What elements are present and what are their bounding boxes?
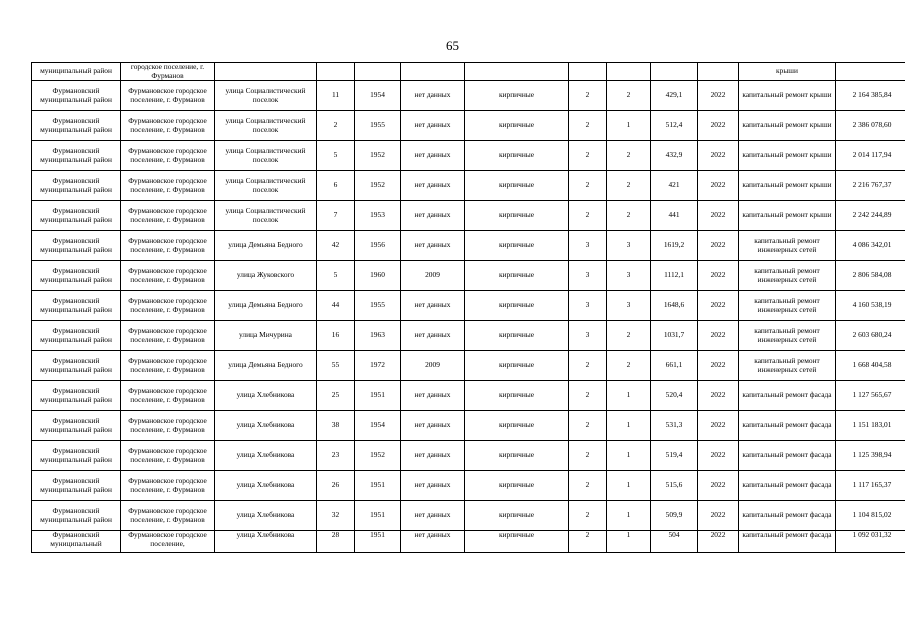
house-number-cell: 38: [317, 411, 355, 441]
last-repair-cell: нет данных: [401, 201, 465, 231]
work-type-cell: капитальный ремонт инженерных сетей: [739, 261, 836, 291]
floors-cell: 2: [569, 81, 607, 111]
build-year-cell: 1952: [355, 171, 401, 201]
district-cell: Фурмановский муниципальный район: [32, 381, 121, 411]
work-type-cell: капитальный ремонт фасада: [739, 531, 836, 553]
street-cell: улица Социалистический поселок: [215, 171, 317, 201]
cost-cell: 2 216 767,37: [836, 171, 905, 201]
settlement-cell: городское поселение, г. Фурманов: [121, 63, 215, 81]
build-year-cell: 1955: [355, 111, 401, 141]
table-row: [32, 231, 905, 261]
area-cell: 520,4: [651, 381, 698, 411]
floors-cell: 2: [569, 381, 607, 411]
district-cell: Фурмановский муниципальный район: [32, 291, 121, 321]
last-repair-cell: нет данных: [401, 171, 465, 201]
settlement-cell: Фурмановское городское поселение, г. Фурманов: [121, 441, 215, 471]
work-cell: крыши: [739, 63, 836, 81]
floors-cell: 2: [569, 141, 607, 171]
district-cell: Фурмановский муниципальный район: [32, 171, 121, 201]
floors-cell: 2: [569, 441, 607, 471]
house-number-cell: 7: [317, 201, 355, 231]
house-number-cell: 26: [317, 471, 355, 501]
wall-material-cell: кирпичные: [465, 471, 569, 501]
floors-cell: 3: [569, 321, 607, 351]
street-cell: улица Жуковского: [215, 261, 317, 291]
house-number-cell: 44: [317, 291, 355, 321]
table-row: [32, 351, 905, 381]
build-year-cell: 1952: [355, 441, 401, 471]
last-repair-cell: 2009: [401, 261, 465, 291]
entrances-cell: 1: [607, 471, 651, 501]
plan-year-cell: 2022: [698, 321, 739, 351]
street-cell: улица Демьяна Бедного: [215, 351, 317, 381]
last-repair-cell: нет данных: [401, 531, 465, 553]
floors-cell: 2: [569, 411, 607, 441]
settlement-cell: Фурмановское городское поселение, г. Фурманов: [121, 171, 215, 201]
table-row: [32, 261, 905, 291]
plan-year-cell: 2022: [698, 381, 739, 411]
settlement-cell: Фурмановское городское поселение, г. Фурманов: [121, 201, 215, 231]
work-type-cell: капитальный ремонт фасада: [739, 441, 836, 471]
table-row: [32, 471, 905, 501]
entrances-cell: 3: [607, 261, 651, 291]
wall-material-cell: кирпичные: [465, 81, 569, 111]
cost-cell: 1 092 031,32: [836, 531, 905, 553]
table-row-continued: [32, 63, 905, 81]
area-cell: 504: [651, 531, 698, 553]
wall-material-cell: кирпичные: [465, 411, 569, 441]
work-type-cell: капитальный ремонт инженерных сетей: [739, 351, 836, 381]
entrances-cell: 2: [607, 141, 651, 171]
entrances-cell: 3: [607, 231, 651, 261]
street-cell: улица Хлебникова: [215, 531, 317, 553]
settlement-cell: Фурмановское городское поселение, г. Фурманов: [121, 291, 215, 321]
district-cell: Фурмановский муниципальный: [32, 531, 121, 553]
last-repair-cell: нет данных: [401, 501, 465, 531]
district-cell: Фурмановский муниципальный район: [32, 141, 121, 171]
street-cell: улица Хлебникова: [215, 471, 317, 501]
wall-material-cell: кирпичные: [465, 261, 569, 291]
entrances-cell: 1: [607, 111, 651, 141]
cost-cell: 1 127 565,67: [836, 381, 905, 411]
entrances-cell: 1: [607, 501, 651, 531]
house-number-cell: 42: [317, 231, 355, 261]
settlement-cell: Фурмановское городское поселение, г. Фурманов: [121, 111, 215, 141]
street-cell: улица Демьяна Бедного: [215, 291, 317, 321]
last-repair-cell: нет данных: [401, 471, 465, 501]
settlement-cell: Фурмановское городское поселение, г. Фурманов: [121, 81, 215, 111]
last-repair-cell: нет данных: [401, 381, 465, 411]
settlement-cell: Фурмановское городское поселение, г. Фурманов: [121, 321, 215, 351]
area-cell: 432,9: [651, 141, 698, 171]
plan-year-cell: 2022: [698, 261, 739, 291]
table-row: [32, 441, 905, 471]
table-row: [32, 111, 905, 141]
district-cell: Фурмановский муниципальный район: [32, 111, 121, 141]
street-cell: улица Социалистический поселок: [215, 201, 317, 231]
last-repair-cell: 2009: [401, 351, 465, 381]
district-cell: Фурмановский муниципальный район: [32, 261, 121, 291]
work-type-cell: капитальный ремонт крыши: [739, 141, 836, 171]
cost-cell: 1 668 404,58: [836, 351, 905, 381]
cost-cell: 1 104 815,02: [836, 501, 905, 531]
plan-year-cell: 2022: [698, 111, 739, 141]
build-year-cell: 1954: [355, 81, 401, 111]
wall-material-cell: кирпичные: [465, 441, 569, 471]
floors-cell: 2: [569, 171, 607, 201]
wall-material-cell: кирпичные: [465, 321, 569, 351]
wall-material-cell: кирпичные: [465, 171, 569, 201]
entrances-cell: 1: [607, 381, 651, 411]
last-repair-cell: нет данных: [401, 81, 465, 111]
build-year-cell: 1951: [355, 531, 401, 553]
district-cell: Фурмановский муниципальный район: [32, 321, 121, 351]
plan-year-cell: 2022: [698, 291, 739, 321]
district-cell: Фурмановский муниципальный район: [32, 411, 121, 441]
plan-year-cell: 2022: [698, 441, 739, 471]
area-cell: 519,4: [651, 441, 698, 471]
build-year-cell: 1972: [355, 351, 401, 381]
wall-material-cell: кирпичные: [465, 141, 569, 171]
plan-year-cell: 2022: [698, 531, 739, 553]
wall-material-cell: кирпичные: [465, 531, 569, 553]
last-repair-cell: нет данных: [401, 321, 465, 351]
house-number-cell: 2: [317, 111, 355, 141]
floors-cell: 2: [569, 501, 607, 531]
last-repair-cell: нет данных: [401, 231, 465, 261]
cost-cell: 2 603 680,24: [836, 321, 905, 351]
house-number-cell: 23: [317, 441, 355, 471]
entrances-cell: 2: [607, 81, 651, 111]
settlement-cell: Фурмановское городское поселение, г. Фурманов: [121, 141, 215, 171]
area-cell: 441: [651, 201, 698, 231]
cost-cell: 1 117 165,37: [836, 471, 905, 501]
street-cell: улица Социалистический поселок: [215, 111, 317, 141]
build-year-cell: 1963: [355, 321, 401, 351]
area-cell: 515,6: [651, 471, 698, 501]
street-cell: улица Демьяна Бедного: [215, 231, 317, 261]
entrances-cell: 3: [607, 291, 651, 321]
work-type-cell: капитальный ремонт фасада: [739, 471, 836, 501]
area-cell: 421: [651, 171, 698, 201]
plan-year-cell: 2022: [698, 231, 739, 261]
work-type-cell: капитальный ремонт инженерных сетей: [739, 321, 836, 351]
last-repair-cell: нет данных: [401, 291, 465, 321]
settlement-cell: Фурмановское городское поселение, г. Фурманов: [121, 351, 215, 381]
street-cell: улица Хлебникова: [215, 501, 317, 531]
area-cell: 661,1: [651, 351, 698, 381]
wall-material-cell: кирпичные: [465, 381, 569, 411]
floors-cell: 2: [569, 351, 607, 381]
wall-material-cell: кирпичные: [465, 231, 569, 261]
wall-material-cell: кирпичные: [465, 351, 569, 381]
district-cell: Фурмановский муниципальный район: [32, 201, 121, 231]
page-number: 65: [446, 38, 459, 53]
table-row: [32, 531, 905, 553]
table-row: [32, 141, 905, 171]
build-year-cell: 1954: [355, 411, 401, 441]
plan-year-cell: 2022: [698, 501, 739, 531]
area-cell: 512,4: [651, 111, 698, 141]
area-cell: 531,3: [651, 411, 698, 441]
table-row: [32, 501, 905, 531]
house-number-cell: 32: [317, 501, 355, 531]
cost-cell: 2 014 117,94: [836, 141, 905, 171]
house-number-cell: 55: [317, 351, 355, 381]
district-cell: Фурмановский муниципальный район: [32, 231, 121, 261]
house-number-cell: 5: [317, 141, 355, 171]
house-number-cell: 11: [317, 81, 355, 111]
build-year-cell: 1953: [355, 201, 401, 231]
table-row: [32, 201, 905, 231]
build-year-cell: 1951: [355, 381, 401, 411]
cost-cell: 1 151 183,01: [836, 411, 905, 441]
work-type-cell: капитальный ремонт фасада: [739, 381, 836, 411]
area-cell: 1112,1: [651, 261, 698, 291]
work-type-cell: капитальный ремонт крыши: [739, 111, 836, 141]
district-cell: муниципальный район: [32, 63, 121, 81]
housing-repair-table: [31, 62, 905, 553]
street-cell: улица Мичурина: [215, 321, 317, 351]
settlement-cell: Фурмановское городское поселение,: [121, 531, 215, 553]
entrances-cell: 1: [607, 411, 651, 441]
work-type-cell: капитальный ремонт крыши: [739, 171, 836, 201]
area-cell: 429,1: [651, 81, 698, 111]
district-cell: Фурмановский муниципальный район: [32, 501, 121, 531]
floors-cell: 3: [569, 291, 607, 321]
house-number-cell: 16: [317, 321, 355, 351]
table-row: [32, 171, 905, 201]
street-cell: улица Хлебникова: [215, 441, 317, 471]
house-number-cell: 28: [317, 531, 355, 553]
plan-year-cell: 2022: [698, 171, 739, 201]
house-number-cell: 25: [317, 381, 355, 411]
entrances-cell: 2: [607, 171, 651, 201]
entrances-cell: 2: [607, 321, 651, 351]
plan-year-cell: 2022: [698, 351, 739, 381]
last-repair-cell: нет данных: [401, 411, 465, 441]
area-cell: 1648,6: [651, 291, 698, 321]
area-cell: 1031,7: [651, 321, 698, 351]
build-year-cell: 1960: [355, 261, 401, 291]
plan-year-cell: 2022: [698, 411, 739, 441]
plan-year-cell: 2022: [698, 81, 739, 111]
work-type-cell: капитальный ремонт инженерных сетей: [739, 231, 836, 261]
entrances-cell: 1: [607, 531, 651, 553]
district-cell: Фурмановский муниципальный район: [32, 81, 121, 111]
settlement-cell: Фурмановское городское поселение, г. Фурманов: [121, 471, 215, 501]
table-row: [32, 291, 905, 321]
cost-cell: 2 164 385,84: [836, 81, 905, 111]
house-number-cell: 6: [317, 171, 355, 201]
house-number-cell: 5: [317, 261, 355, 291]
last-repair-cell: нет данных: [401, 441, 465, 471]
work-type-cell: капитальный ремонт крыши: [739, 201, 836, 231]
cost-cell: 4 086 342,01: [836, 231, 905, 261]
floors-cell: 3: [569, 261, 607, 291]
plan-year-cell: 2022: [698, 141, 739, 171]
district-cell: Фурмановский муниципальный район: [32, 351, 121, 381]
plan-year-cell: 2022: [698, 471, 739, 501]
table-row: [32, 81, 905, 111]
entrances-cell: 1: [607, 441, 651, 471]
district-cell: Фурмановский муниципальный район: [32, 441, 121, 471]
work-type-cell: капитальный ремонт фасада: [739, 411, 836, 441]
entrances-cell: 2: [607, 351, 651, 381]
table-row: [32, 381, 905, 411]
entrances-cell: 2: [607, 201, 651, 231]
build-year-cell: 1952: [355, 141, 401, 171]
cost-cell: 2 386 078,60: [836, 111, 905, 141]
work-type-cell: капитальный ремонт фасада: [739, 501, 836, 531]
settlement-cell: Фурмановское городское поселение, г. Фурманов: [121, 261, 215, 291]
street-cell: улица Социалистический поселок: [215, 141, 317, 171]
street-cell: улица Социалистический поселок: [215, 81, 317, 111]
settlement-cell: Фурмановское городское поселение, г. Фурманов: [121, 231, 215, 261]
area-cell: 509,9: [651, 501, 698, 531]
floors-cell: 2: [569, 471, 607, 501]
cost-cell: 2 242 244,89: [836, 201, 905, 231]
cost-cell: 1 125 398,94: [836, 441, 905, 471]
wall-material-cell: кирпичные: [465, 201, 569, 231]
street-cell: улица Хлебникова: [215, 411, 317, 441]
wall-material-cell: кирпичные: [465, 291, 569, 321]
table-row: [32, 411, 905, 441]
table-row: [32, 321, 905, 351]
build-year-cell: 1951: [355, 501, 401, 531]
wall-material-cell: кирпичные: [465, 111, 569, 141]
last-repair-cell: нет данных: [401, 141, 465, 171]
cost-cell: 2 806 584,08: [836, 261, 905, 291]
floors-cell: 2: [569, 201, 607, 231]
last-repair-cell: нет данных: [401, 111, 465, 141]
work-type-cell: капитальный ремонт инженерных сетей: [739, 291, 836, 321]
build-year-cell: 1951: [355, 471, 401, 501]
floors-cell: 2: [569, 531, 607, 553]
cost-cell: 4 160 538,19: [836, 291, 905, 321]
street-cell: улица Хлебникова: [215, 381, 317, 411]
settlement-cell: Фурмановское городское поселение, г. Фурманов: [121, 411, 215, 441]
build-year-cell: 1955: [355, 291, 401, 321]
wall-material-cell: кирпичные: [465, 501, 569, 531]
floors-cell: 3: [569, 231, 607, 261]
build-year-cell: 1956: [355, 231, 401, 261]
district-cell: Фурмановский муниципальный район: [32, 471, 121, 501]
plan-year-cell: 2022: [698, 201, 739, 231]
floors-cell: 2: [569, 111, 607, 141]
settlement-cell: Фурмановское городское поселение, г. Фурманов: [121, 501, 215, 531]
settlement-cell: Фурмановское городское поселение, г. Фурманов: [121, 381, 215, 411]
area-cell: 1619,2: [651, 231, 698, 261]
work-type-cell: капитальный ремонт крыши: [739, 81, 836, 111]
